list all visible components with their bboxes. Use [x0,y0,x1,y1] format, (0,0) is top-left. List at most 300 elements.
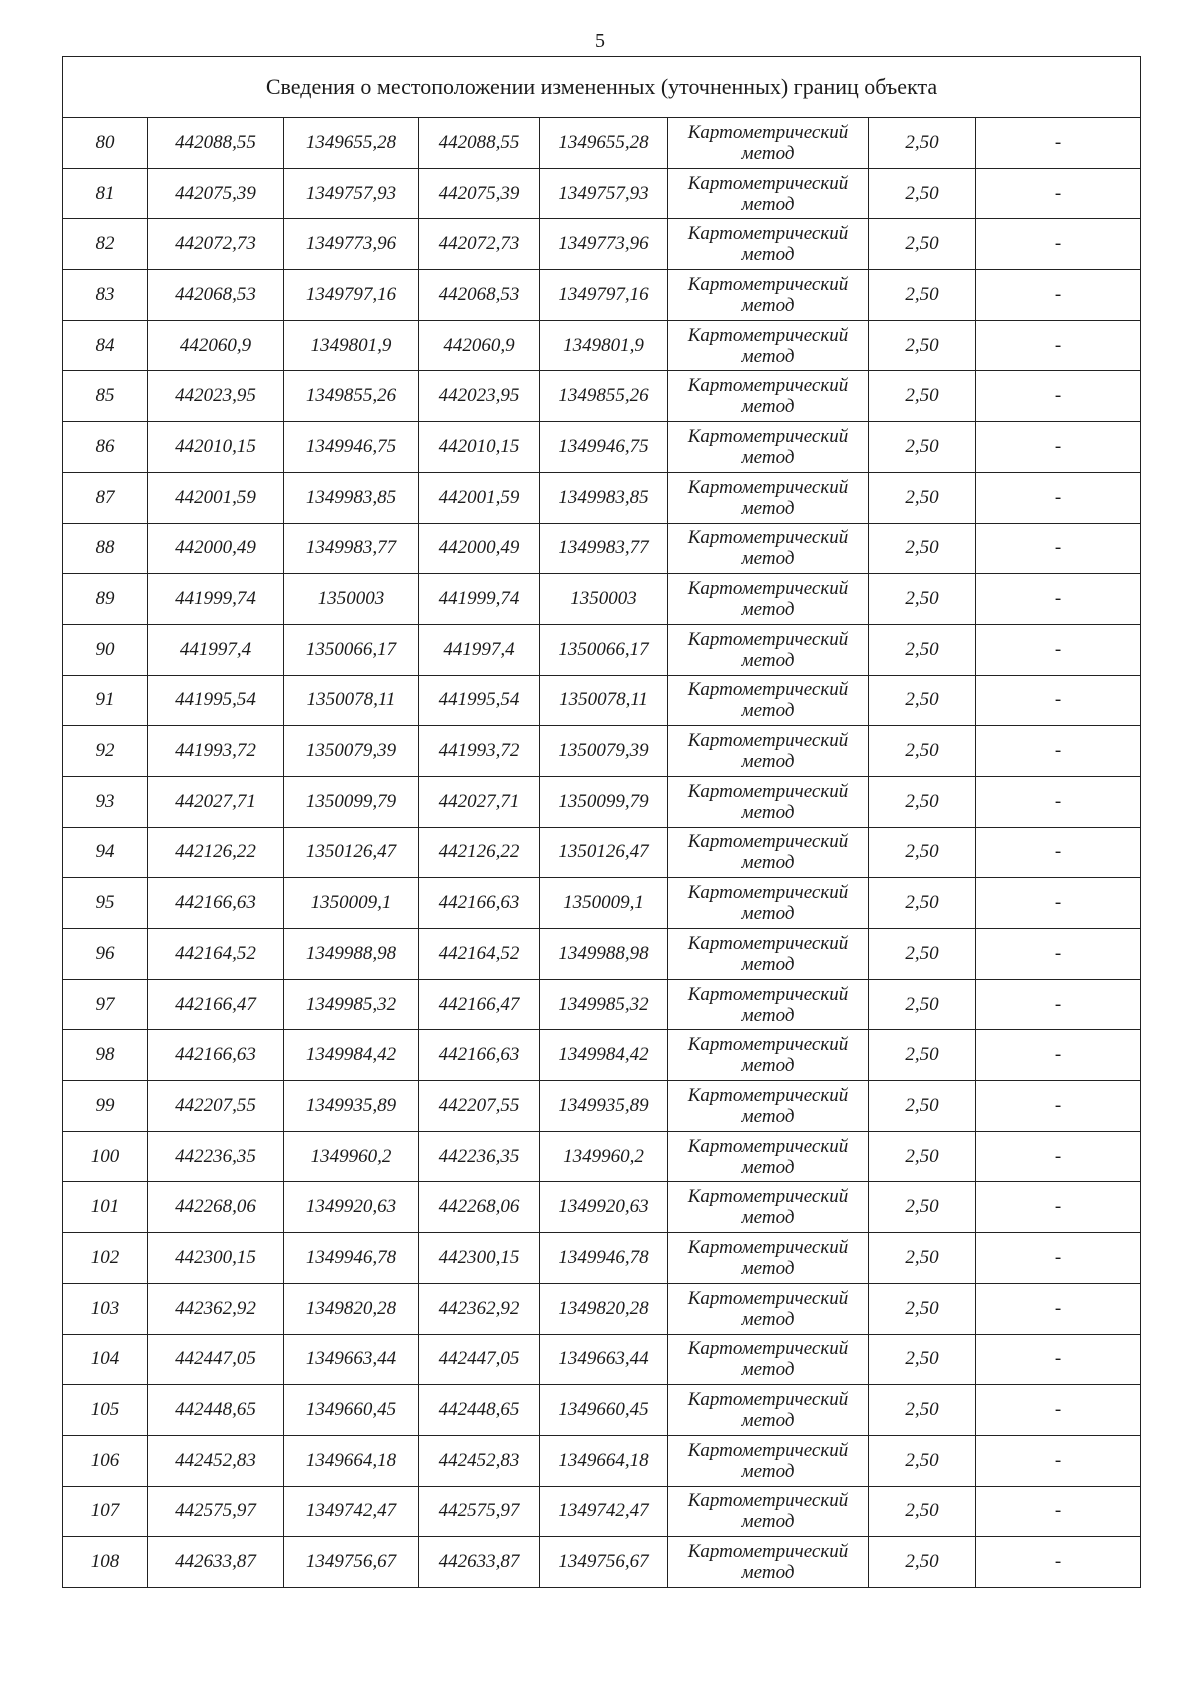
accuracy-cell: 2,50 [869,878,976,929]
method-line2: метод [741,244,795,266]
table-row [63,1283,1141,1334]
existing-y-cell: 1349983,85 [284,472,419,523]
method-line2: метод [741,1308,795,1330]
note-cell: - [976,878,1141,929]
refined-x-cell: 442027,71 [419,776,540,827]
refined-x-cell: 442000,49 [419,523,540,574]
note-cell: - [976,320,1141,371]
refined-y-cell: 1349946,75 [540,422,668,473]
method-line2: метод [741,1156,795,1178]
note-cell: - [976,726,1141,777]
method-line1: Картометрический [687,1338,849,1360]
note-cell: - [976,219,1141,270]
method-line1: Картометрический [687,172,849,194]
note-cell: - [976,1435,1141,1486]
existing-x-cell: 442166,47 [148,979,284,1030]
method-line2: метод [741,1460,795,1482]
accuracy-cell: 2,50 [869,1081,976,1132]
method-line1: Картометрический [687,425,849,447]
existing-x-cell: 442300,15 [148,1233,284,1284]
method-line1: Картометрический [687,1541,849,1563]
existing-y-cell: 1349855,26 [284,371,419,422]
table-row [63,1131,1141,1182]
table-row [63,1081,1141,1132]
table-row [63,726,1141,777]
method-cell [668,118,869,169]
table-row [63,472,1141,523]
method-line1: Картометрический [687,375,849,397]
refined-y-cell: 1349820,28 [540,1283,668,1334]
existing-x-cell: 442000,49 [148,523,284,574]
table-row [63,1537,1141,1588]
refined-x-cell: 441995,54 [419,675,540,726]
method-cell [668,624,869,675]
point-number-cell: 100 [63,1131,148,1182]
accuracy-cell: 2,50 [869,1537,976,1588]
point-number-cell: 93 [63,776,148,827]
existing-x-cell: 442447,05 [148,1334,284,1385]
method-line1: Картометрический [687,679,849,701]
method-line1: Картометрический [687,1084,849,1106]
method-cell [668,1435,869,1486]
refined-y-cell: 1350126,47 [540,827,668,878]
method-cell [668,1081,869,1132]
table-row [63,523,1141,574]
existing-y-cell: 1349742,47 [284,1486,419,1537]
existing-x-cell: 442023,95 [148,371,284,422]
method-line2: метод [741,1511,795,1533]
method-line2: метод [741,1105,795,1127]
refined-x-cell: 442236,35 [419,1131,540,1182]
existing-x-cell: 441993,72 [148,726,284,777]
table-row [63,1385,1141,1436]
existing-y-cell: 1350066,17 [284,624,419,675]
point-number-cell: 97 [63,979,148,1030]
accuracy-cell: 2,50 [869,624,976,675]
refined-y-cell: 1349855,26 [540,371,668,422]
method-line1: Картометрический [687,1389,849,1411]
refined-x-cell: 441999,74 [419,574,540,625]
method-line1: Картометрический [687,324,849,346]
method-line2: метод [741,649,795,671]
existing-y-cell: 1349935,89 [284,1081,419,1132]
method-cell [668,1334,869,1385]
refined-x-cell: 442448,65 [419,1385,540,1436]
note-cell: - [976,1283,1141,1334]
accuracy-cell: 2,50 [869,675,976,726]
existing-x-cell: 442126,22 [148,827,284,878]
refined-x-cell: 442452,83 [419,1435,540,1486]
accuracy-cell: 2,50 [869,1486,976,1537]
note-cell: - [976,1030,1141,1081]
point-number-cell: 81 [63,168,148,219]
refined-x-cell: 442166,47 [419,979,540,1030]
refined-y-cell: 1349756,67 [540,1537,668,1588]
note-cell: - [976,472,1141,523]
refined-y-cell: 1349663,44 [540,1334,668,1385]
existing-y-cell: 1349985,32 [284,979,419,1030]
accuracy-cell: 2,50 [869,422,976,473]
existing-y-cell: 1349946,75 [284,422,419,473]
refined-y-cell: 1349655,28 [540,118,668,169]
point-number-cell: 99 [63,1081,148,1132]
existing-y-cell: 1349660,45 [284,1385,419,1436]
note-cell: - [976,1334,1141,1385]
method-line2: метод [741,497,795,519]
method-cell [668,523,869,574]
method-cell [668,878,869,929]
table-row [63,776,1141,827]
method-line1: Картометрический [687,273,849,295]
note-cell: - [976,929,1141,980]
accuracy-cell: 2,50 [869,1435,976,1486]
method-line2: метод [741,903,795,925]
refined-x-cell: 442060,9 [419,320,540,371]
method-line2: метод [741,1004,795,1026]
table-row [63,827,1141,878]
point-number-cell: 84 [63,320,148,371]
refined-y-cell: 1350009,1 [540,878,668,929]
accuracy-cell: 2,50 [869,1233,976,1284]
existing-y-cell: 1349797,16 [284,270,419,321]
refined-x-cell: 441993,72 [419,726,540,777]
refined-x-cell: 442088,55 [419,118,540,169]
note-cell: - [976,168,1141,219]
accuracy-cell: 2,50 [869,1385,976,1436]
refined-x-cell: 442633,87 [419,1537,540,1588]
method-line2: метод [741,801,795,823]
refined-y-cell: 1350078,11 [540,675,668,726]
method-line2: метод [741,700,795,722]
existing-y-cell: 1349820,28 [284,1283,419,1334]
note-cell: - [976,1081,1141,1132]
point-number-cell: 80 [63,118,148,169]
refined-y-cell: 1349801,9 [540,320,668,371]
refined-x-cell: 442362,92 [419,1283,540,1334]
table-row [63,624,1141,675]
existing-x-cell: 442268,06 [148,1182,284,1233]
refined-x-cell: 442075,39 [419,168,540,219]
method-line2: метод [741,548,795,570]
method-line2: метод [741,1055,795,1077]
existing-y-cell: 1349773,96 [284,219,419,270]
existing-x-cell: 442207,55 [148,1081,284,1132]
table-body [63,118,1141,1588]
accuracy-cell: 2,50 [869,1334,976,1385]
point-number-cell: 95 [63,878,148,929]
method-cell [668,929,869,980]
table-row [63,422,1141,473]
refined-y-cell: 1349960,2 [540,1131,668,1182]
point-number-cell: 83 [63,270,148,321]
existing-y-cell: 1350079,39 [284,726,419,777]
accuracy-cell: 2,50 [869,219,976,270]
existing-x-cell: 441997,4 [148,624,284,675]
table-row [63,979,1141,1030]
refined-x-cell: 442207,55 [419,1081,540,1132]
refined-x-cell: 442575,97 [419,1486,540,1537]
note-cell: - [976,776,1141,827]
accuracy-cell: 2,50 [869,168,976,219]
table-row [63,929,1141,980]
method-line1: Картометрический [687,932,849,954]
existing-y-cell: 1349946,78 [284,1233,419,1284]
method-line1: Картометрический [687,1236,849,1258]
point-number-cell: 86 [63,422,148,473]
refined-y-cell: 1349946,78 [540,1233,668,1284]
refined-y-cell: 1349985,32 [540,979,668,1030]
point-number-cell: 105 [63,1385,148,1436]
point-number-cell: 91 [63,675,148,726]
method-line1: Картометрический [687,780,849,802]
method-cell [668,675,869,726]
point-number-cell: 103 [63,1283,148,1334]
method-cell [668,1030,869,1081]
existing-y-cell: 1350078,11 [284,675,419,726]
note-cell: - [976,422,1141,473]
existing-y-cell: 1349920,63 [284,1182,419,1233]
method-line1: Картометрический [687,882,849,904]
table-row [63,675,1141,726]
table-row [63,574,1141,625]
existing-x-cell: 442362,92 [148,1283,284,1334]
method-cell [668,1233,869,1284]
method-line2: метод [741,193,795,215]
existing-y-cell: 1349663,44 [284,1334,419,1385]
method-line2: метод [741,1562,795,1584]
point-number-cell: 106 [63,1435,148,1486]
refined-x-cell: 442166,63 [419,1030,540,1081]
method-line1: Картометрический [687,628,849,650]
method-line2: метод [741,852,795,874]
point-number-cell: 96 [63,929,148,980]
table-row [63,1233,1141,1284]
method-line1: Картометрический [687,1439,849,1461]
accuracy-cell: 2,50 [869,929,976,980]
refined-y-cell: 1349988,98 [540,929,668,980]
method-line1: Картометрический [687,1186,849,1208]
refined-x-cell: 442001,59 [419,472,540,523]
existing-y-cell: 1349664,18 [284,1435,419,1486]
accuracy-cell: 2,50 [869,472,976,523]
point-number-cell: 85 [63,371,148,422]
method-line2: метод [741,599,795,621]
method-line2: метод [741,294,795,316]
method-line1: Картометрический [687,476,849,498]
refined-x-cell: 442126,22 [419,827,540,878]
refined-x-cell: 442268,06 [419,1182,540,1233]
existing-y-cell: 1349984,42 [284,1030,419,1081]
method-line1: Картометрический [687,223,849,245]
method-line1: Картометрический [687,983,849,1005]
existing-x-cell: 442001,59 [148,472,284,523]
note-cell: - [976,979,1141,1030]
existing-x-cell: 442072,73 [148,219,284,270]
note-cell: - [976,270,1141,321]
method-line1: Картометрический [687,1287,849,1309]
note-cell: - [976,675,1141,726]
refined-y-cell: 1349757,93 [540,168,668,219]
existing-x-cell: 442075,39 [148,168,284,219]
existing-y-cell: 1349757,93 [284,168,419,219]
method-cell [668,574,869,625]
method-cell [668,219,869,270]
method-cell [668,1385,869,1436]
method-line2: метод [741,1257,795,1279]
table-row [63,118,1141,169]
accuracy-cell: 2,50 [869,726,976,777]
method-line2: метод [741,953,795,975]
table-row [63,1435,1141,1486]
accuracy-cell: 2,50 [869,270,976,321]
refined-x-cell: 442010,15 [419,422,540,473]
method-line2: метод [741,142,795,164]
refined-x-cell: 442166,63 [419,878,540,929]
method-cell [668,472,869,523]
method-line1: Картометрический [687,578,849,600]
note-cell: - [976,1537,1141,1588]
method-line2: метод [741,446,795,468]
refined-y-cell: 1349983,85 [540,472,668,523]
table-row [63,371,1141,422]
method-cell [668,371,869,422]
existing-y-cell: 1349988,98 [284,929,419,980]
method-line1: Картометрический [687,1135,849,1157]
method-cell [668,776,869,827]
note-cell: - [976,1233,1141,1284]
method-line2: метод [741,345,795,367]
method-cell [668,270,869,321]
table-row [63,219,1141,270]
accuracy-cell: 2,50 [869,827,976,878]
refined-y-cell: 1349742,47 [540,1486,668,1537]
refined-x-cell: 442164,52 [419,929,540,980]
refined-y-cell: 1349797,16 [540,270,668,321]
point-number-cell: 108 [63,1537,148,1588]
existing-x-cell: 442166,63 [148,878,284,929]
existing-x-cell: 442236,35 [148,1131,284,1182]
accuracy-cell: 2,50 [869,979,976,1030]
existing-y-cell: 1349983,77 [284,523,419,574]
note-cell: - [976,574,1141,625]
method-cell [668,1182,869,1233]
point-number-cell: 92 [63,726,148,777]
table-row [63,1182,1141,1233]
accuracy-cell: 2,50 [869,1283,976,1334]
refined-y-cell: 1349773,96 [540,219,668,270]
note-cell: - [976,1486,1141,1537]
refined-y-cell: 1349664,18 [540,1435,668,1486]
refined-y-cell: 1350099,79 [540,776,668,827]
refined-y-cell: 1349984,42 [540,1030,668,1081]
point-number-cell: 101 [63,1182,148,1233]
table-row [63,1030,1141,1081]
existing-x-cell: 442166,63 [148,1030,284,1081]
existing-y-cell: 1349655,28 [284,118,419,169]
accuracy-cell: 2,50 [869,118,976,169]
method-line1: Картометрический [687,1490,849,1512]
point-number-cell: 94 [63,827,148,878]
refined-x-cell: 442068,53 [419,270,540,321]
method-cell [668,827,869,878]
accuracy-cell: 2,50 [869,1131,976,1182]
existing-x-cell: 442010,15 [148,422,284,473]
note-cell: - [976,827,1141,878]
point-number-cell: 102 [63,1233,148,1284]
point-number-cell: 88 [63,523,148,574]
method-cell [668,168,869,219]
point-number-cell: 89 [63,574,148,625]
refined-x-cell: 442072,73 [419,219,540,270]
refined-y-cell: 1349920,63 [540,1182,668,1233]
existing-y-cell: 1350099,79 [284,776,419,827]
refined-x-cell: 442023,95 [419,371,540,422]
existing-x-cell: 442164,52 [148,929,284,980]
note-cell: - [976,1385,1141,1436]
existing-x-cell: 442088,55 [148,118,284,169]
existing-y-cell: 1349960,2 [284,1131,419,1182]
table-row [63,1334,1141,1385]
method-line2: метод [741,1410,795,1432]
method-cell [668,1537,869,1588]
method-cell [668,1283,869,1334]
method-line2: метод [741,396,795,418]
note-cell: - [976,1182,1141,1233]
method-cell [668,1131,869,1182]
page-number: 5 [595,30,605,52]
existing-y-cell: 1349756,67 [284,1537,419,1588]
point-number-cell: 87 [63,472,148,523]
existing-y-cell: 1350126,47 [284,827,419,878]
table-title: Сведения о местоположении измененных (уточненных) границ объекта [63,57,1141,118]
existing-y-cell: 1349801,9 [284,320,419,371]
accuracy-cell: 2,50 [869,1030,976,1081]
existing-x-cell: 442633,87 [148,1537,284,1588]
method-cell [668,422,869,473]
accuracy-cell: 2,50 [869,1182,976,1233]
point-number-cell: 104 [63,1334,148,1385]
method-line1: Картометрический [687,1034,849,1056]
accuracy-cell: 2,50 [869,574,976,625]
table-row [63,878,1141,929]
refined-y-cell: 1350066,17 [540,624,668,675]
refined-y-cell: 1350003 [540,574,668,625]
existing-x-cell: 442575,97 [148,1486,284,1537]
note-cell: - [976,523,1141,574]
existing-x-cell: 441999,74 [148,574,284,625]
method-line1: Картометрический [687,730,849,752]
method-cell [668,320,869,371]
refined-y-cell: 1349983,77 [540,523,668,574]
table-row [63,168,1141,219]
table-row [63,270,1141,321]
method-line2: метод [741,1207,795,1229]
note-cell: - [976,371,1141,422]
method-cell [668,726,869,777]
method-line2: метод [741,1359,795,1381]
accuracy-cell: 2,50 [869,776,976,827]
note-cell: - [976,624,1141,675]
existing-x-cell: 442060,9 [148,320,284,371]
accuracy-cell: 2,50 [869,371,976,422]
existing-x-cell: 441995,54 [148,675,284,726]
note-cell: - [976,1131,1141,1182]
method-line1: Картометрический [687,527,849,549]
coordinates-table [62,56,1141,1588]
existing-y-cell: 1350009,1 [284,878,419,929]
method-line2: метод [741,751,795,773]
existing-x-cell: 442027,71 [148,776,284,827]
